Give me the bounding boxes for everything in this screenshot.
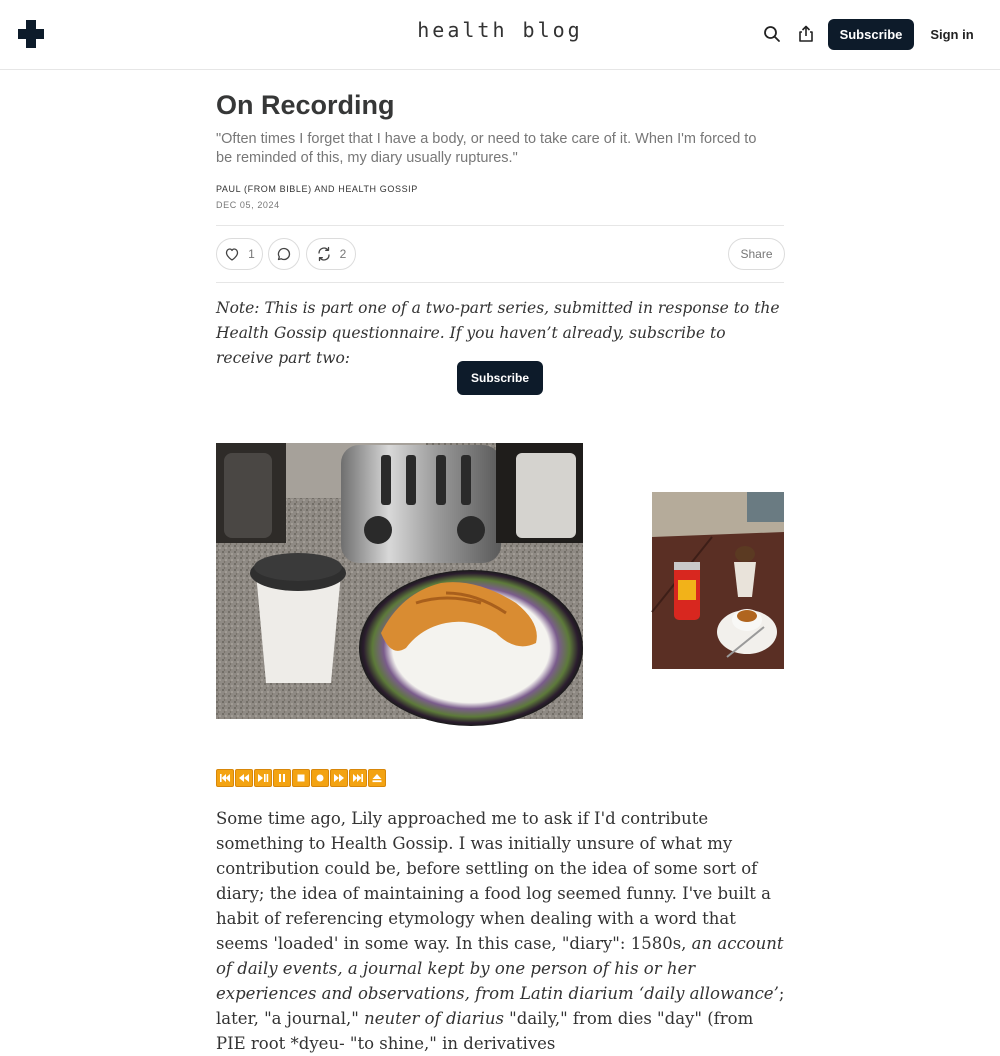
rewind-icon: [238, 772, 250, 784]
record-button[interactable]: [311, 769, 329, 787]
divider: [216, 282, 784, 283]
subscribe-button-inline[interactable]: Subscribe: [457, 361, 543, 395]
series-note: Note: This is part one of a two-part series, submitted in response to the Health Gossip questionnaire. If you haven’t already, subscribe to receive part two:: [216, 299, 780, 367]
photo-cafe-table-image: [652, 492, 784, 669]
stop-icon: [295, 772, 307, 784]
post-title: On Recording: [216, 90, 395, 120]
fast-forward-icon: [333, 772, 345, 784]
play-pause-icon: [257, 772, 269, 784]
post-authors[interactable]: PAUL (FROM BIBLE) AND HEALTH GOSSIP: [216, 184, 418, 194]
comment-icon: [276, 246, 292, 262]
restack-icon: [316, 246, 332, 262]
pause-button[interactable]: [273, 769, 291, 787]
rewind-button[interactable]: [235, 769, 253, 787]
comment-button[interactable]: [268, 238, 300, 270]
skip-forward-icon: [352, 772, 364, 784]
paragraph-italic: an account of daily events, a journal kept by one person of his or her experiences and observations, from Latin diarium ‘daily allowance’: [216, 934, 784, 1003]
sign-in-link[interactable]: Sign in: [930, 27, 974, 42]
eject-icon: [371, 772, 383, 784]
divider: [216, 225, 784, 226]
subscribe-button-header[interactable]: Subscribe: [828, 19, 914, 50]
fast-forward-button[interactable]: [330, 769, 348, 787]
skip-back-icon: [219, 772, 231, 784]
body-paragraph: [216, 806, 788, 1056]
top-bar: [0, 0, 1000, 70]
share-button[interactable]: Share: [728, 238, 785, 270]
paragraph-text: Some time ago, Lily approached me to ask if I'd contribute something to Health Gossip. I was initially unsure of what my contribution could be, before settling on the idea of some sort of diary; the idea of maintaining a food log seemed funny. I've built a habit of referencing etymology when dealing with a word that seems 'loaded' in some way. In this case, "diary": 1580s,: [216, 809, 771, 953]
post-subtitle: "Often times I forget that I have a body, or need to take care of it. When I'm forced to be reminded of this, my diary usually ruptures.": [216, 131, 757, 166]
like-button[interactable]: [216, 238, 263, 270]
search-icon[interactable]: [762, 24, 782, 44]
media-controls: [216, 769, 386, 787]
stop-button[interactable]: [292, 769, 310, 787]
restack-count: 2: [339, 247, 347, 261]
paragraph-text: ; later, "a journal,": [216, 984, 785, 1028]
like-count: 1: [248, 247, 255, 261]
photo-coffee-croissant-image: [216, 443, 583, 719]
post-date: DEC 05, 2024: [216, 200, 280, 210]
photo-cafe-table[interactable]: [652, 492, 784, 669]
restack-button[interactable]: [306, 238, 356, 270]
record-icon: [314, 772, 326, 784]
eject-button[interactable]: [368, 769, 386, 787]
share-icon[interactable]: [796, 24, 816, 44]
blog-title[interactable]: health blog: [417, 18, 583, 42]
paragraph-italic: neuter of diarius: [364, 1009, 504, 1028]
skip-to-end-button[interactable]: [349, 769, 367, 787]
photo-coffee-croissant[interactable]: [216, 443, 583, 719]
pause-icon: [276, 772, 288, 784]
heart-icon: [224, 246, 240, 262]
rewind-to-start-button[interactable]: [216, 769, 234, 787]
play-pause-button[interactable]: [254, 769, 272, 787]
paragraph-text: "daily," from dies "day" (from PIE root *dyeu- "to shine," in derivatives: [216, 1009, 754, 1053]
